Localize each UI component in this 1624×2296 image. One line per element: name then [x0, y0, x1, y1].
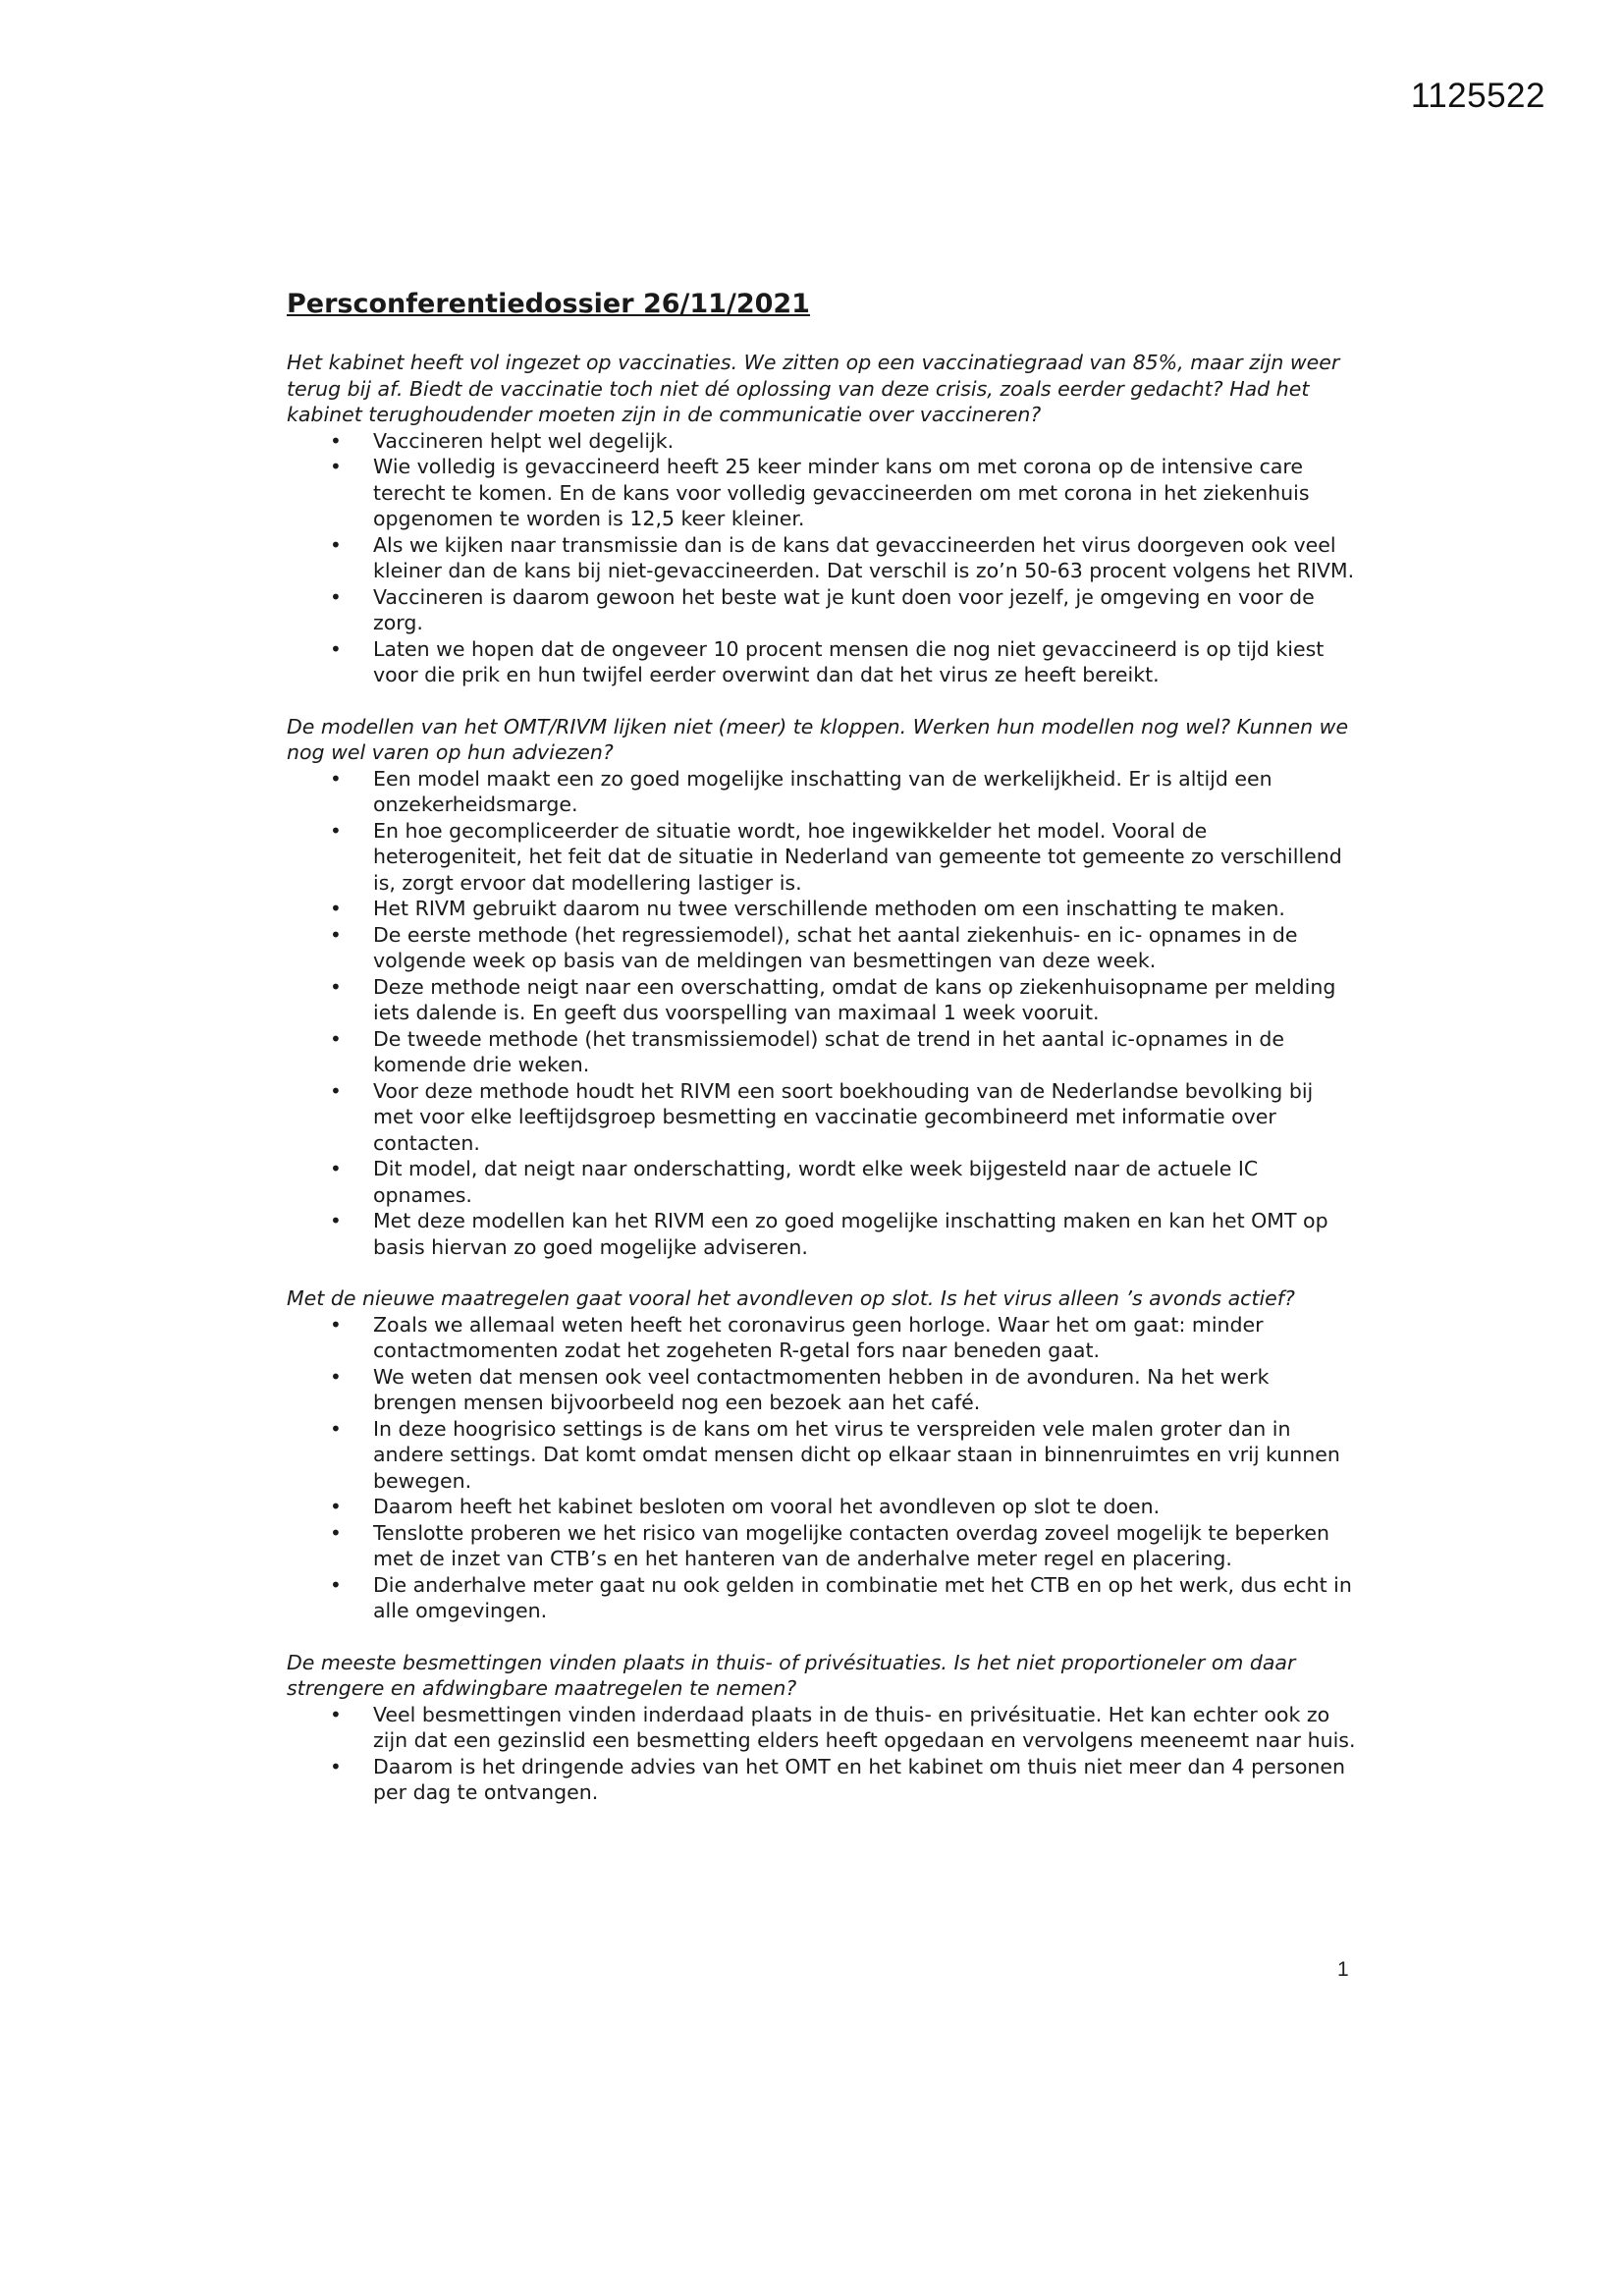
answer-bullet: • In deze hoogrisico settings is de kans om het virus te verspreiden vele malen groter dan in andere settings. Dat komt omdat mensen dicht op elkaar staan in binnenruimtes en vrij kunnen bewegen. [373, 1416, 1357, 1495]
qa-section [287, 1650, 1357, 1806]
answer-bullet: • Veel besmettingen vinden inderdaad plaats in de thuis- en privésituatie. Het kan echter ook zo zijn dat een gezinslid een besmetting elders heeft opgedaan en vervolgens meeneemt naar huis. [373, 1702, 1357, 1754]
document-id: 1125522 [1410, 77, 1545, 115]
qa-section [287, 1285, 1357, 1624]
answer-list [287, 1312, 1357, 1624]
page-number: 1 [1337, 1958, 1349, 1981]
answer-bullet: • Als we kijken naar transmissie dan is de kans dat gevaccineerden het virus doorgeven ook veel kleiner dan de kans bij niet-gevaccineerden. Dat verschil is zo’n 50-63 procent volgens het RIVM. [373, 532, 1357, 584]
answer-bullet: • En hoe gecompliceerder de situatie wordt, hoe ingewikkelder het model. Vooral de heterogeniteit, het feit dat de situatie in Nederland van gemeente tot gemeente zo verschillend is, zorgt ervoor dat modellering lastiger is. [373, 818, 1357, 897]
answer-list [287, 766, 1357, 1261]
answer-list [287, 428, 1357, 688]
answer-bullet: • Daarom is het dringende advies van het OMT en het kabinet om thuis niet meer dan 4 personen per dag te ontvangen. [373, 1754, 1357, 1806]
qa-section [287, 350, 1357, 688]
answer-bullet: • Wie volledig is gevaccineerd heeft 25 keer minder kans om met corona op de intensive care terecht te komen. En de kans voor volledig gevaccineerden om met corona in het ziekenhuis opgenomen te worden is 12,5 keer kleiner. [373, 454, 1357, 532]
answer-bullet: • Vaccineren helpt wel degelijk. [373, 428, 1357, 455]
section-question: Met de nieuwe maatregelen gaat vooral het avondleven op slot. Is het virus alleen ’s avonds actief? [287, 1286, 1295, 1310]
answer-bullet: • De tweede methode (het transmissiemodel) schat de trend in het aantal ic-opnames in de komende drie weken. [373, 1026, 1357, 1078]
qa-sections [287, 350, 1357, 1806]
answer-bullet: • Met deze modellen kan het RIVM een zo goed mogelijke inschatting maken en kan het OMT op basis hiervan zo goed mogelijke adviseren. [373, 1208, 1357, 1260]
answer-bullet: • Vaccineren is daarom gewoon het beste wat je kunt doen voor jezelf, je omgeving en voor de zorg. [373, 584, 1357, 636]
qa-section [287, 714, 1357, 1261]
answer-bullet: • De eerste methode (het regressiemodel), schat het aantal ziekenhuis- en ic- opnames in de volgende week op basis van de meldingen van besmettingen van deze week. [373, 922, 1357, 974]
answer-bullet: • Voor deze methode houdt het RIVM een soort boekhouding van de Nederlandse bevolking bij met voor elke leeftijdsgroep besmetting en vaccinatie gecombineerd met informatie over contacten. [373, 1078, 1357, 1157]
document-body [287, 285, 1357, 1831]
answer-bullet: • Tenslotte proberen we het risico van mogelijke contacten overdag zoveel mogelijk te beperken met de inzet van CTB’s en het hanteren van de anderhalve meter regel en placering. [373, 1520, 1357, 1572]
answer-bullet: • Het RIVM gebruikt daarom nu twee verschillende methoden om een inschatting te maken. [373, 896, 1357, 922]
answer-list [287, 1702, 1357, 1806]
answer-bullet: • Laten we hopen dat de ongeveer 10 procent mensen die nog niet gevaccineerd is op tijd kiest voor die prik en hun twijfel eerder overwint dan dat het virus ze heeft bereikt. [373, 636, 1357, 688]
answer-bullet: • Zoals we allemaal weten heeft het coronavirus geen horloge. Waar het om gaat: minder contactmomenten zodat het zogeheten R-getal fors naar beneden gaat. [373, 1312, 1357, 1364]
section-question: De meeste besmettingen vinden plaats in thuis- of privésituaties. Is het niet proportioneler om daar strengere en afdwingbare maatregelen te nemen? [287, 1650, 1296, 1700]
answer-bullet: • We weten dat mensen ook veel contactmomenten hebben in de avonduren. Na het werk brengen mensen bijvoorbeeld nog een bezoek aan het café. [373, 1364, 1357, 1416]
answer-bullet: • Een model maakt een zo goed mogelijke inschatting van de werkelijkheid. Er is altijd een onzekerheidsmarge. [373, 766, 1357, 818]
answer-bullet: • Daarom heeft het kabinet besloten om vooral het avondleven op slot te doen. [373, 1494, 1357, 1520]
answer-bullet: • Die anderhalve meter gaat nu ook gelden in combinatie met het CTB en op het werk, dus echt in alle omgevingen. [373, 1572, 1357, 1624]
section-question: De modellen van het OMT/RIVM lijken niet (meer) te kloppen. Werken hun modellen nog wel? Kunnen we nog wel varen op hun adviezen? [287, 714, 1349, 764]
answer-bullet: • Dit model, dat neigt naar onderschatting, wordt elke week bijgesteld naar de actuele IC opnames. [373, 1156, 1357, 1208]
document-title: Persconferentiedossier 26/11/2021 [287, 289, 810, 319]
answer-bullet: • Deze methode neigt naar een overschatting, omdat de kans op ziekenhuisopname per melding iets dalende is. En geeft dus voorspelling van maximaal 1 week vooruit. [373, 974, 1357, 1026]
section-question: Het kabinet heeft vol ingezet op vaccinaties. We zitten op een vaccinatiegraad van 85%, maar zijn weer terug bij af. Biedt de vaccinatie toch niet dé oplossing van deze crisis, zoals eerder gedacht? Had het kabinet terughoudender moeten zijn in de communicatie over vaccineren? [287, 351, 1340, 426]
